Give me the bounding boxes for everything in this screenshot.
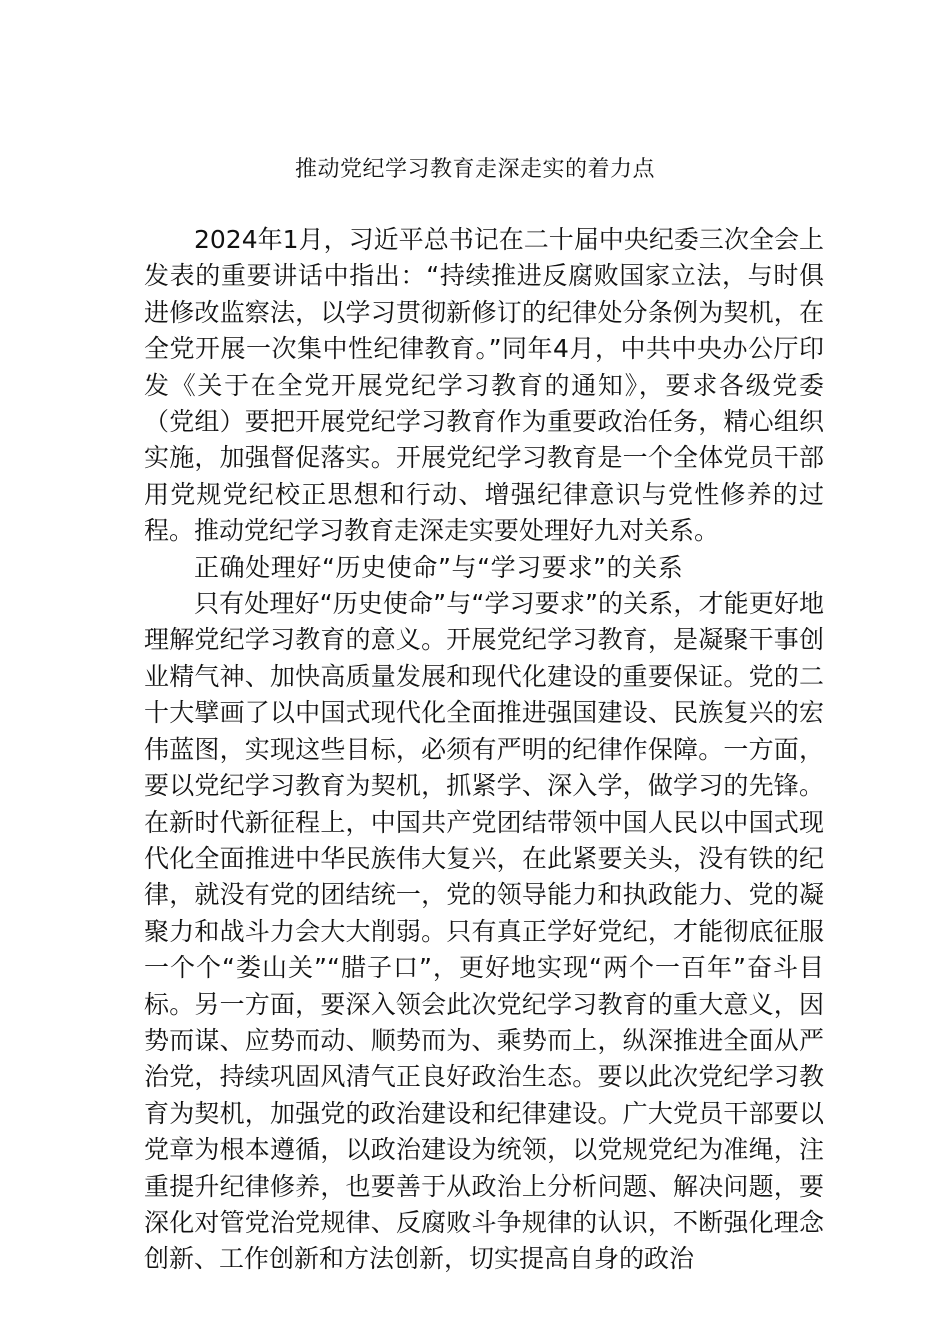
paragraph-intro: 2024年1月，习近平总书记在二十届中央纪委三次全会上发表的重要讲话中指出：“持续推进反腐败国家立法，与时俱进修改监察法，以学习贯彻新修订的纪律处分条例为契机，在全党开展一次集中性纪律教育。”同年4月，中共中央办公厅印发《关于在全党开展党纪学习教育的通知》，要求各级党委（党组）要把开展党纪学习教育作为重要政治任务，精心组织实施，加强督促落实。开展党纪学习教育是一个全体党员干部用党规党纪校正思想和行动、增强纪律意识与党性修养的过程。推动党纪学习教育走深走实要处理好九对关系。 xyxy=(144,225,824,546)
section-heading: 正确处理好“历史使命”与“学习要求”的关系 xyxy=(194,552,684,582)
document-body xyxy=(144,222,824,1278)
paragraph-history-mission: 只有处理好“历史使命”与“学习要求”的关系，才能更好地理解党纪学习教育的意义。开展党纪学习教育，是凝聚干事创业精气神、加快高质量发展和现代化建设的重要保证。党的二十大擘画了以中国式现代化全面推进强国建设、民族复兴的宏伟蓝图，实现这些目标，必须有严明的纪律作保障。一方面，要以党纪学习教育为契机，抓紧学、深入学，做学习的先锋。在新时代新征程上，中国共产党团结带领中国人民以中国式现代化全面推进中华民族伟大复兴，在此紧要关头，没有铁的纪律，就没有党的团结统一，党的领导能力和执政能力、党的凝聚力和战斗力会大大削弱。只有真正学好党纪，才能彻底征服一个个“娄山关”“腊子口”，更好地实现“两个一百年”奋斗目标。另一方面，要深入领会此次党纪学习教育的重大意义，因势而谋、应势而动、顺势而为、乘势而上，纵深推进全面从严治党，持续巩固风清气正良好政治生态。要以此次党纪学习教育为契机，加强党的政治建设和纪律建设。广大党员干部要以党章为根本遵循，以政治建设为统领，以党规党纪为准绳，注重提升纪律修养，也要善于从政治上分析问题、解决问题，要深化对管党治党规律、反腐败斗争规律的认识，不断强化理念创新、工作创新和方法创新，切实提高自身的政治 xyxy=(144,589,824,1274)
document-title: 推动党纪学习教育走深走实的着力点 xyxy=(294,157,655,182)
